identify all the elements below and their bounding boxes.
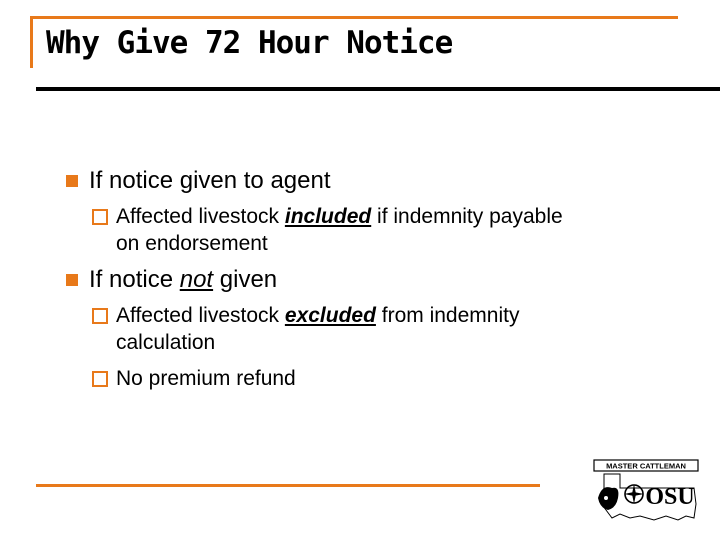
sub-bullet-2-1-text-c: calculation <box>116 331 216 354</box>
checkbox-bullet-icon <box>92 308 108 324</box>
title-divider <box>36 87 720 91</box>
bullet-2-text-a: If notice <box>89 266 180 293</box>
bullet-1-text: If notice given to agent <box>89 167 331 194</box>
sub-bullet-1-1-text-b: if indemnity payable <box>371 205 563 228</box>
logo-banner-text: MASTER CATTLEMAN <box>606 461 686 471</box>
sub-bullet-1-1-text-a: Affected livestock <box>116 205 285 228</box>
emphasis-included: included <box>284 205 372 228</box>
bullet-2-text-b: given <box>213 266 278 293</box>
logo-wordmark: OSU <box>645 484 695 510</box>
square-bullet-icon <box>66 274 78 286</box>
sub-bullet-1-1-text-c: on endorsement <box>116 232 268 255</box>
emphasis-excluded: excluded <box>284 304 376 327</box>
slide-title: Why Give 72 Hour Notice <box>46 25 453 61</box>
master-cattleman-osu-logo <box>590 458 702 524</box>
footer-divider <box>36 484 540 487</box>
emphasis-not: not <box>179 266 214 293</box>
checkbox-bullet-icon <box>92 209 108 225</box>
checkbox-bullet-icon <box>92 371 108 387</box>
sub-bullet-2-1-text-b: from indemnity <box>375 304 520 327</box>
sub-bullet-2-2-text: No premium refund <box>116 367 296 390</box>
sub-bullet-2-1-text-a: Affected livestock <box>116 304 285 327</box>
square-bullet-icon <box>66 175 78 187</box>
